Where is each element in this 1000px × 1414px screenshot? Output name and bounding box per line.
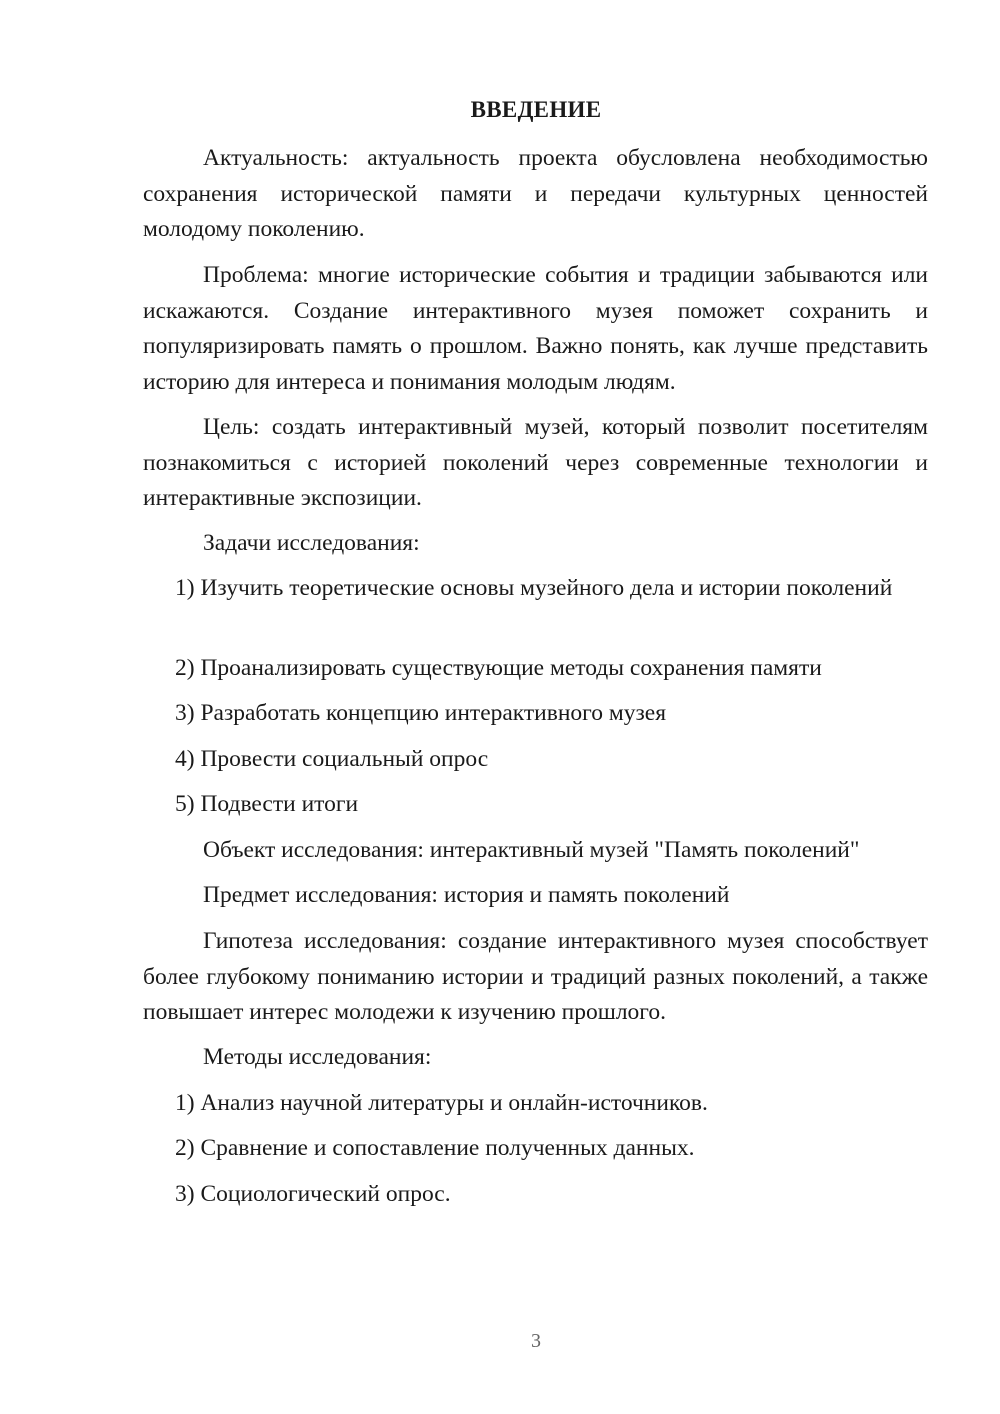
method-item-2: 2) Сравнение и сопоставление полученных данных. xyxy=(175,1135,695,1161)
method-item-3: 3) Социологический опрос. xyxy=(175,1181,451,1207)
hypothesis-paragraph: Гипотеза исследования: создание интерактивного музея способствует более глубокому пониманию истории и традиций разных поколений, а также повышает интерес молодежи к изучению прошлого. xyxy=(143,928,928,1025)
tasks-heading: Задачи исследования: xyxy=(203,530,420,556)
object-line: Объект исследования: интерактивный музей "Память поколений" xyxy=(203,837,860,863)
page-title: ВВЕДЕНИЕ xyxy=(470,97,602,122)
subject-line: Предмет исследования: история и память поколений xyxy=(203,882,730,908)
problem-paragraph: Проблема: многие исторические события и традиции забываются или искажаются. Создание интерактивного музея поможет сохранить и популяризировать память о прошлом. Важно понять, как лучше представить историю для интереса и понимания молодым людям. xyxy=(143,262,928,395)
relevance-paragraph: Актуальность: актуальность проекта обусловлена необходимостью сохранения исторической памяти и передачи культурных ценностей молодому поколению. xyxy=(143,145,928,242)
method-item-1: 1) Анализ научной литературы и онлайн-источников. xyxy=(175,1090,708,1116)
task-item-3: 3) Разработать концепцию интерактивного музея xyxy=(175,700,666,726)
goal-paragraph: Цель: создать интерактивный музей, который позволит посетителям познакомиться с историей поколений через современные технологии и интерактивные экспозиции. xyxy=(143,414,928,511)
methods-heading: Методы исследования: xyxy=(203,1044,432,1070)
task-item-2: 2) Проанализировать существующие методы сохранения памяти xyxy=(175,655,822,681)
task-item-1: 1) Изучить теоретические основы музейного дела и истории поколений xyxy=(175,575,893,601)
task-item-4: 4) Провести социальный опрос xyxy=(175,746,489,772)
task-item-5: 5) Подвести итоги xyxy=(175,791,359,817)
page-number: 3 xyxy=(531,1330,541,1352)
